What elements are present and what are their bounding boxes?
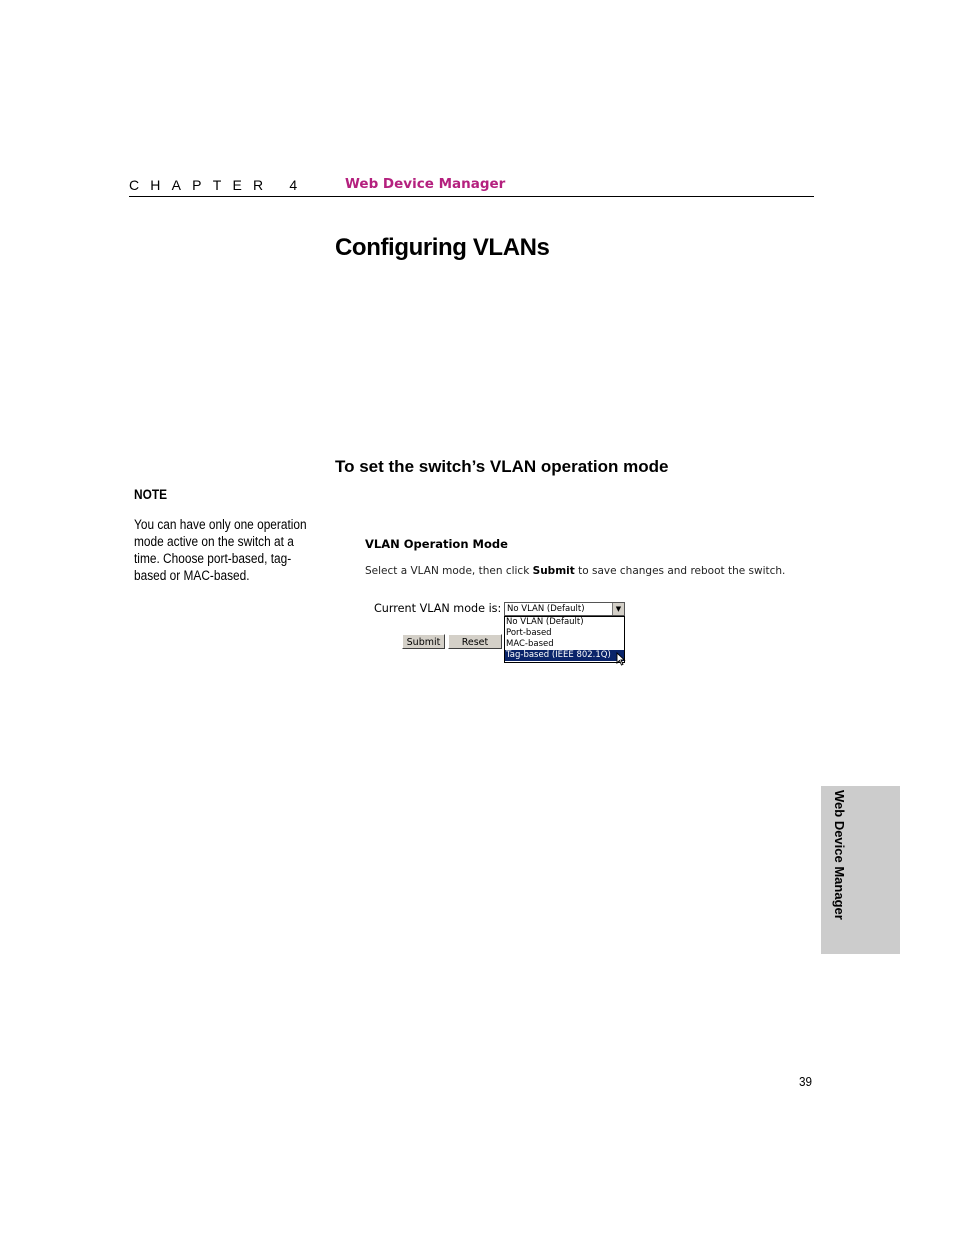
chevron-down-icon[interactable]: ▼	[612, 603, 624, 615]
form-instructions	[365, 565, 785, 577]
page-number: 39	[799, 1074, 813, 1089]
reset-button[interactable]: Reset	[448, 634, 502, 649]
mouse-pointer-icon	[616, 652, 626, 666]
instructions-submit-word: Submit	[532, 565, 575, 577]
note-heading: NOTE	[134, 487, 168, 502]
chapter-label: CHAPTER 4	[129, 177, 309, 193]
side-tab	[821, 786, 900, 954]
side-tab-label: Web Device Manager	[832, 790, 847, 920]
page-title: Configuring VLANs	[335, 234, 550, 261]
vlan-mode-label: Current VLAN mode is:	[374, 602, 502, 615]
instructions-text-start: Select a VLAN mode, then click	[365, 565, 533, 577]
dropdown-option-mac-based[interactable]: MAC-based	[506, 639, 554, 649]
dropdown-option-port-based[interactable]: Port-based	[506, 628, 552, 638]
vlan-mode-select[interactable]	[504, 602, 625, 616]
chapter-title: Web Device Manager	[345, 176, 506, 192]
vlan-mode-select-value: No VLAN (Default)	[507, 604, 585, 614]
vlan-mode-dropdown-list	[504, 616, 625, 663]
section-heading: To set the switch’s VLAN operation mode	[335, 457, 669, 476]
vlan-form-screenshot	[362, 530, 786, 670]
submit-button[interactable]: Submit	[402, 634, 445, 649]
chapter-header	[129, 175, 814, 197]
form-title: VLAN Operation Mode	[365, 537, 508, 551]
instructions-text-end: to save changes and reboot the switch.	[574, 565, 786, 577]
note-body: You can have only one operation mode active on the switch at a time. Choose port-based, tag-based or MAC-based.	[134, 517, 307, 583]
dropdown-option-no-vlan[interactable]: No VLAN (Default)	[506, 617, 584, 627]
dropdown-option-tag-based[interactable]: Tag-based (IEEE 802.1Q)	[505, 650, 624, 661]
